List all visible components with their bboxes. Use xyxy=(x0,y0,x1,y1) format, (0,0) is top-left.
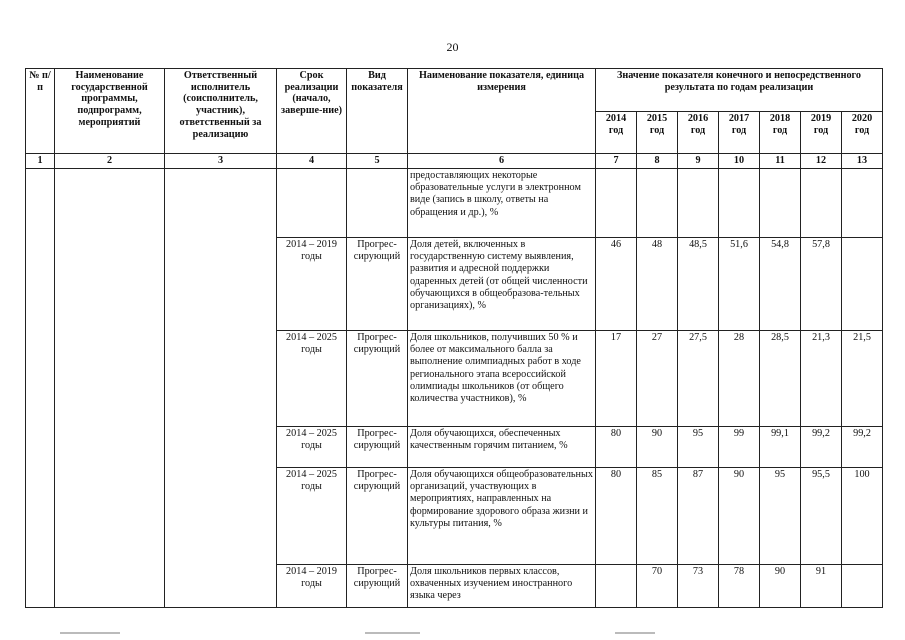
table-row xyxy=(26,169,883,238)
cell-value: 91 xyxy=(801,565,842,608)
cell-value xyxy=(637,169,678,238)
cell-value xyxy=(842,238,883,331)
cell-value: 85 xyxy=(637,468,678,565)
cell-value: 57,8 xyxy=(801,238,842,331)
indicators-table xyxy=(25,68,883,608)
cell-value xyxy=(842,169,883,238)
cell-value: 95,5 xyxy=(801,468,842,565)
header-year: 2015 год xyxy=(637,112,678,154)
cell-value: 99,2 xyxy=(801,427,842,468)
header-year: 2018 год xyxy=(760,112,801,154)
cell-indicator-type: Прогрес-сирующий xyxy=(347,238,408,331)
cell-indicator-type xyxy=(347,169,408,238)
cell-value: 80 xyxy=(596,427,637,468)
cell-value: 28 xyxy=(719,331,760,427)
cell-value: 27,5 xyxy=(678,331,719,427)
header-year: 2019 год xyxy=(801,112,842,154)
cell-value: 99,1 xyxy=(760,427,801,468)
column-number-row xyxy=(26,154,883,169)
cell-indicator-name: предоставляющих некоторые образовательные услуги в электронном виде (запись в школу, ответы на обращения и др.), % xyxy=(408,169,596,238)
header-number: № п/п xyxy=(26,69,55,154)
scan-edge-mark xyxy=(365,632,420,634)
column-number: 6 xyxy=(408,154,596,169)
cell-indicator-name: Доля детей, включенных в государственную систему выявления, развития и адресной поддержки одаренных детей (от общей численности обучающихся в общеобразова-тельных организациях), % xyxy=(408,238,596,331)
scan-edge-mark xyxy=(60,632,120,634)
cell-value: 80 xyxy=(596,468,637,565)
cell-value xyxy=(596,169,637,238)
header-year: 2020 год xyxy=(842,112,883,154)
cell-period: 2014 – 2025 годы xyxy=(277,427,347,468)
cell-value: 78 xyxy=(719,565,760,608)
cell-value: 28,5 xyxy=(760,331,801,427)
cell-value: 99,2 xyxy=(842,427,883,468)
cell-value xyxy=(801,169,842,238)
column-number: 9 xyxy=(678,154,719,169)
column-number: 10 xyxy=(719,154,760,169)
cell-value: 21,5 xyxy=(842,331,883,427)
cell-indicator-type: Прогрес-сирующий xyxy=(347,427,408,468)
cell-value: 90 xyxy=(719,468,760,565)
cell-value: 70 xyxy=(637,565,678,608)
column-number: 11 xyxy=(760,154,801,169)
cell-value: 90 xyxy=(760,565,801,608)
column-number: 13 xyxy=(842,154,883,169)
cell-value xyxy=(678,169,719,238)
header-period: Срок реализации (начало, заверше-ние) xyxy=(277,69,347,154)
cell-indicator-type: Прогрес-сирующий xyxy=(347,565,408,608)
column-number: 1 xyxy=(26,154,55,169)
header-year: 2014 год xyxy=(596,112,637,154)
cell-value: 21,3 xyxy=(801,331,842,427)
cell-value: 100 xyxy=(842,468,883,565)
cell-value: 87 xyxy=(678,468,719,565)
column-number: 7 xyxy=(596,154,637,169)
cell-period: 2014 – 2025 годы xyxy=(277,468,347,565)
cell-indicator-name: Доля школьников, получивших 50 % и более от максимального балла за выполнение олимпиадных работ в ходе регионального этапа всероссийской олимпиады школьников (от общего количества участников), % xyxy=(408,331,596,427)
header-program-name: Наименование государственной программы, подпрограмм, мероприятий xyxy=(55,69,165,154)
cell-number xyxy=(26,169,55,608)
cell-value: 17 xyxy=(596,331,637,427)
cell-value xyxy=(842,565,883,608)
header-values-group: Значение показателя конечного и непосредственного результата по годам реализации xyxy=(596,69,883,112)
cell-value: 51,6 xyxy=(719,238,760,331)
cell-value: 54,8 xyxy=(760,238,801,331)
cell-value: 27 xyxy=(637,331,678,427)
header-row-top xyxy=(26,69,883,112)
column-number: 12 xyxy=(801,154,842,169)
scan-edge-mark xyxy=(615,632,655,634)
column-number: 5 xyxy=(347,154,408,169)
cell-indicator-name: Доля школьников первых классов, охваченных изучением иностранного языка через xyxy=(408,565,596,608)
cell-indicator-name: Доля обучающихся общеобразовательных организаций, участвующих в мероприятиях, направленных на формирование здорового образа жизни и культуры питания, % xyxy=(408,468,596,565)
header-responsible: Ответственный исполнитель (соисполнитель, участник), ответственный за реализацию xyxy=(165,69,277,154)
cell-indicator-type: Прогрес-сирующий xyxy=(347,468,408,565)
cell-period xyxy=(277,169,347,238)
header-indicator-type: Вид показателя xyxy=(347,69,408,154)
cell-period: 2014 – 2019 годы xyxy=(277,238,347,331)
cell-period: 2014 – 2019 годы xyxy=(277,565,347,608)
cell-value xyxy=(596,565,637,608)
cell-value xyxy=(719,169,760,238)
header-year: 2017 год xyxy=(719,112,760,154)
cell-program-name xyxy=(55,169,165,608)
cell-responsible xyxy=(165,169,277,608)
cell-value: 99 xyxy=(719,427,760,468)
page-number: 20 xyxy=(446,40,459,54)
cell-value xyxy=(760,169,801,238)
column-number: 3 xyxy=(165,154,277,169)
column-number: 4 xyxy=(277,154,347,169)
column-number: 2 xyxy=(55,154,165,169)
cell-value: 73 xyxy=(678,565,719,608)
cell-indicator-type: Прогрес-сирующий xyxy=(347,331,408,427)
header-year: 2016 год xyxy=(678,112,719,154)
cell-value: 95 xyxy=(760,468,801,565)
header-indicator-name: Наименование показателя, единица измерения xyxy=(408,69,596,154)
cell-value: 95 xyxy=(678,427,719,468)
cell-period: 2014 – 2025 годы xyxy=(277,331,347,427)
cell-value: 46 xyxy=(596,238,637,331)
cell-value: 90 xyxy=(637,427,678,468)
column-number: 8 xyxy=(637,154,678,169)
cell-value: 48,5 xyxy=(678,238,719,331)
cell-value: 48 xyxy=(637,238,678,331)
cell-indicator-name: Доля обучающихся, обеспеченных качественным горячим питанием, % xyxy=(408,427,596,468)
